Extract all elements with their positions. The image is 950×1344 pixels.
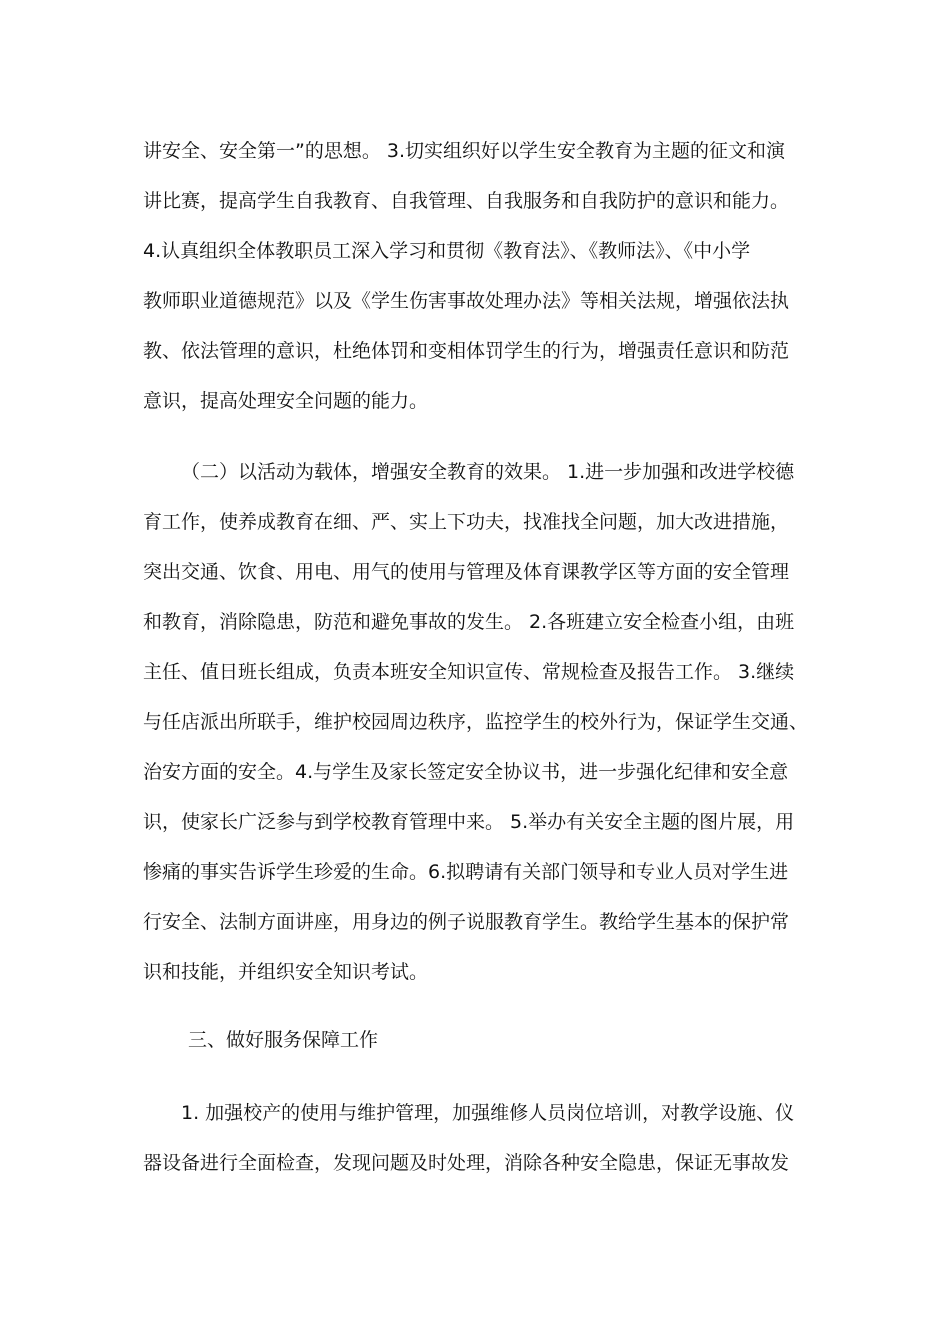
paragraph-3-line-2: 器设备进行全面检查，发现问题及时处理，消除各种安全隐患，保证无事故发 <box>143 1152 790 1174</box>
paragraph-2-line-3: 突出交通、饮食、用电、用气的使用与管理及体育课教学区等方面的安全管理 <box>143 561 790 583</box>
paragraph-1-line-6: 意识，提高处理安全问题的能力。 <box>143 390 429 412</box>
paragraph-1 <box>143 126 823 426</box>
paragraph-3-line-1: 1. 加强校产的使用与维护管理，加强维修人员岗位培训，对教学设施、仪 <box>181 1102 795 1124</box>
paragraph-2-line-2: 育工作，使养成教育在细、严、实上下功夫，找准找全问题，加大改进措施， <box>143 511 790 533</box>
paragraph-1-line-2: 讲比赛，提高学生自我教育、自我管理、自我服务和自我防护的意识和能力。 <box>143 190 790 212</box>
paragraph-1-line-1: 讲安全、安全第一”的思想。 3.切实组织好以学生安全教育为主题的征文和演 <box>143 140 786 162</box>
paragraph-1-line-5: 教、依法管理的意识，杜绝体罚和变相体罚学生的行为，增强责任意识和防范 <box>143 340 790 362</box>
paragraph-2-line-10: 行安全、法制方面讲座，用身边的例子说服教育学生。教给学生基本的保护常 <box>143 911 790 933</box>
paragraph-2-line-4: 和教育，消除隐患，防范和避免事故的发生。 2.各班建立安全检查小组，由班 <box>143 611 795 633</box>
paragraph-3 <box>143 1088 823 1188</box>
paragraph-2-line-7: 治安方面的安全。4.与学生及家长签定安全协议书，进一步强化纪律和安全意 <box>143 761 789 783</box>
paragraph-2-line-5: 主任、值日班长组成，负责本班安全知识宣传、常规检查及报告工作。 3.继续 <box>143 661 795 683</box>
paragraph-2 <box>143 447 823 997</box>
paragraph-2-line-6: 与任店派出所联手，维护校园周边秩序，监控学生的校外行为，保证学生交通、 <box>143 711 809 733</box>
paragraph-2-line-9: 惨痛的事实告诉学生珍爱的生命。6.拟聘请有关部门领导和专业人员对学生进 <box>143 861 789 883</box>
paragraph-1-line-4: 教师职业道德规范》以及《学生伤害事故处理办法》等相关法规，增强依法执 <box>143 290 790 312</box>
paragraph-1-line-3: 4.认真组织全体教职员工深入学习和贯彻《教育法》、《教师法》、《中小学 <box>143 240 751 262</box>
section-heading-3 <box>143 1015 823 1065</box>
paragraph-2-line-11: 识和技能，并组织安全知识考试。 <box>143 961 429 983</box>
paragraph-2-line-1: （二）以活动为载体，增强安全教育的效果。 1.进一步加强和改进学校德 <box>181 461 795 483</box>
paragraph-2-line-8: 识，使家长广泛参与到学校教育管理中来。 5.举办有关安全主题的图片展，用 <box>143 811 795 833</box>
section-heading-3-text: 三、做好服务保障工作 <box>188 1029 379 1051</box>
